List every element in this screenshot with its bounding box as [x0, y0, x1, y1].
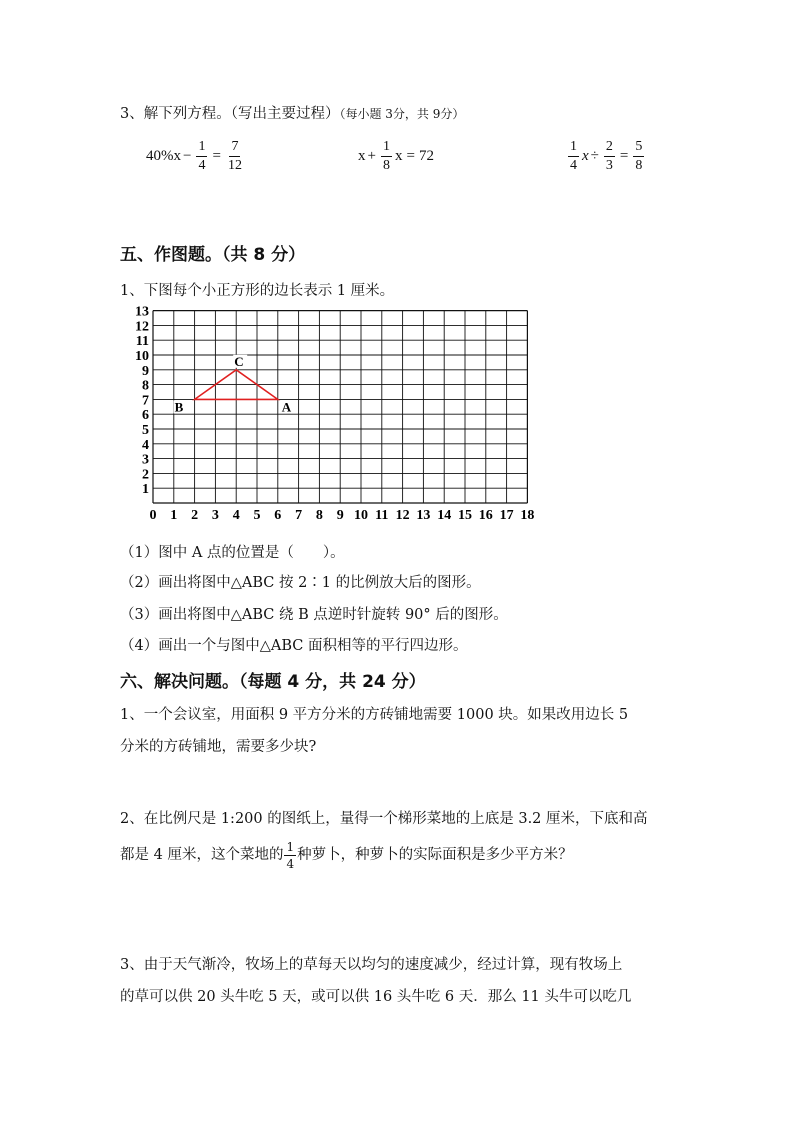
section6-heading: 六、解决问题。（每题 4 分，共 24 分）	[120, 672, 426, 692]
x-tick-label: 17	[499, 508, 514, 523]
problem-2-fraction	[284, 841, 296, 870]
eq3-aden: 4	[570, 158, 577, 173]
section5-q1: 1、下图每个小正方形的边长表示 1 厘米。	[120, 283, 395, 299]
x-tick-label: 12	[395, 508, 410, 523]
eq3-bden: 3	[605, 158, 613, 173]
equations-title-text: 3、解下列方程。（写出主要过程）	[120, 106, 340, 122]
eq2-suffix: x	[394, 148, 403, 164]
y-tick-label: 8	[142, 378, 149, 394]
x-tick-label: 9	[336, 508, 344, 523]
equation-3	[565, 140, 647, 173]
problem-2-den: 4	[286, 856, 295, 871]
problem-2-text-a: 都是 4 厘米，这个菜地的	[120, 847, 284, 863]
eq1-op: −	[183, 148, 192, 164]
eq3-rnum: 5	[633, 140, 644, 157]
eq3-var: x	[582, 148, 589, 164]
vertex-label-b: B	[174, 399, 184, 415]
x-tick-label: 1	[170, 508, 178, 523]
y-tick-label: 10	[135, 349, 149, 364]
equation-1	[146, 140, 247, 173]
eq3-anum: 1	[568, 140, 579, 157]
problem-2-num: 1	[286, 839, 295, 854]
x-tick-label: 5	[253, 508, 261, 523]
equation-2	[358, 140, 434, 173]
eq3-bnum: 2	[604, 140, 615, 157]
eq1-prefix: 40%x	[146, 148, 181, 164]
coordinate-grid	[110, 300, 550, 536]
x-tick-label: 2	[191, 508, 199, 523]
y-tick-label: 7	[142, 393, 149, 409]
eq2-fraction	[381, 140, 392, 173]
problem-2-line-1: 2、在比例尺是 1:200 的图纸上，量得一个梯形菜地的上底是 3.2 厘米，下底和高	[120, 811, 648, 827]
eq1-rden: 12	[227, 158, 242, 173]
section5-sub4: （4）画出一个与图中△ABC 面积相等的平行四边形。	[120, 638, 468, 654]
y-tick-label: 9	[142, 363, 149, 379]
x-tick-label: 15	[458, 508, 472, 523]
x-tick-label: 10	[354, 508, 368, 523]
eq2-equals: =	[406, 148, 415, 164]
eq2-rhs: 72	[418, 148, 434, 164]
y-tick-label: 2	[142, 467, 149, 483]
eq2-prefix: x	[358, 148, 366, 164]
y-tick-label: 3	[142, 452, 149, 468]
x-tick-label: 11	[375, 508, 389, 523]
problem-1-line-2: 分米的方砖铺地，需要多少块?	[120, 739, 317, 755]
problem-3-line-1: 3、由于天气渐冷，牧场上的草每天以均匀的速度减少，经过计算，现有牧场上	[120, 957, 623, 973]
eq3-frac-r	[633, 140, 644, 173]
x-tick-label: 8	[315, 508, 323, 523]
eq3-op: ÷	[590, 148, 599, 164]
y-tick-label: 12	[135, 319, 149, 335]
eq2-op: +	[367, 148, 376, 164]
x-tick-label: 16	[478, 508, 493, 523]
eq3-frac-a	[568, 140, 579, 173]
y-tick-label: 4	[142, 437, 149, 453]
x-tick-label: 18	[520, 508, 535, 523]
eq2-num: 1	[381, 140, 392, 157]
y-tick-label: 1	[142, 482, 149, 498]
problem-1-line-1: 1、一个会议室，用面积 9 平方分米的方砖铺地需要 1000 块。如果改用边长 5	[120, 707, 629, 723]
eq1-num: 1	[196, 140, 207, 157]
eq3-equals: =	[619, 148, 629, 164]
section5-sub2: （2）画出将图中△ABC 按 2∶1 的比例放大后的图形。	[120, 575, 481, 591]
x-tick-label: 0	[149, 508, 157, 523]
section5-sub3: （3）画出将图中△ABC 绕 B 点逆时针旋转 90° 后的图形。	[120, 607, 508, 623]
problem-2-text-b: 种萝卜，种萝卜的实际面积是多少平方米？	[297, 847, 573, 863]
eq1-equals: =	[212, 148, 221, 164]
eq1-rhs-fraction	[226, 140, 244, 173]
y-tick-label: 13	[135, 304, 149, 320]
x-tick-label: 7	[295, 508, 303, 523]
x-tick-label: 13	[416, 508, 431, 523]
equations-title	[120, 102, 464, 123]
eq2-den: 8	[382, 158, 390, 173]
y-tick-label: 11	[135, 334, 149, 350]
x-tick-label: 4	[232, 508, 240, 523]
vertex-label-a: A	[281, 399, 292, 415]
section5-sub1: （1）图中 A 点的位置是（ ）。	[120, 545, 345, 561]
eq1-den: 4	[198, 158, 206, 173]
y-tick-label: 5	[142, 423, 149, 438]
y-tick-label: 6	[142, 408, 149, 424]
vertex-label-c: C	[234, 353, 244, 369]
eq3-rden: 8	[635, 158, 643, 173]
x-tick-label: 6	[274, 508, 282, 523]
problem-2-line-2	[120, 840, 573, 870]
x-tick-label: 3	[211, 508, 219, 523]
problem-3-line-2: 的草可以供 20 头牛吃 5 天，或可以供 16 头牛吃 6 天．那么 11 头牛可以吃几	[120, 989, 632, 1005]
eq3-frac-b	[604, 140, 615, 173]
x-tick-label: 14	[437, 508, 452, 523]
eq1-fraction	[196, 140, 207, 173]
section5-heading: 五、作图题。（共 8 分）	[120, 245, 306, 265]
eq1-rnum: 7	[229, 140, 240, 157]
equations-score-note: （每小题 3分，共 9分）	[339, 107, 465, 121]
